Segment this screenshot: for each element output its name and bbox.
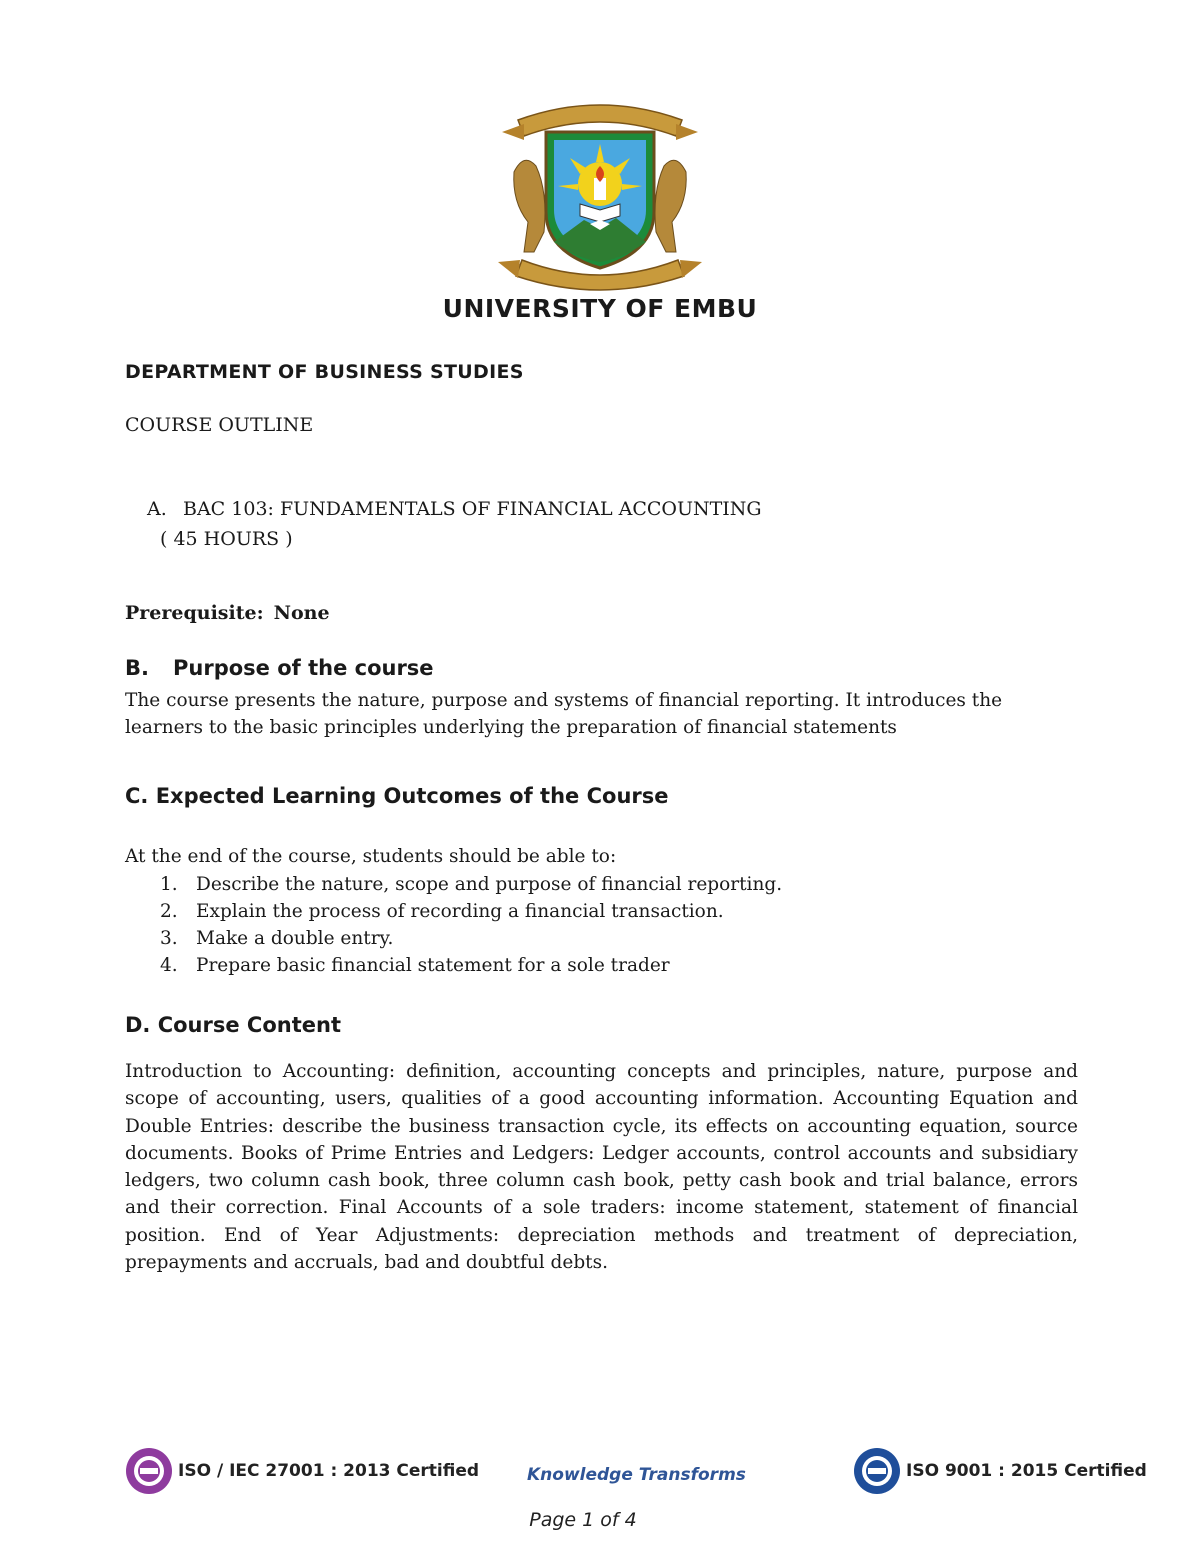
list-item-number: 4. (160, 955, 178, 976)
course-marker: A. (147, 498, 167, 520)
prerequisite (125, 602, 330, 624)
prerequisite-value: None (273, 602, 330, 624)
kebs-seal-purple-icon (124, 1446, 174, 1496)
list-item-text: Make a double entry. (196, 928, 394, 949)
footer-cert-right (852, 1446, 1147, 1496)
content-text: Introduction to Accounting: definition, accounting concepts and principles, nature, purpose and scope of accounting, users, qualities of a good accounting information. Accounting Equation and Double Entries: describe the business transaction cycle, its effects on accounting equation, source documents. Books of Prime Entries and Ledgers: Ledger accounts, control accounts and subsidiary ledgers, two column cash book, three column cash book, petty cash book and trial balance, errors and their correction. Final Accounts of a sole traders: income statement, statement of financial position. End of Year Adjustments: depreciation methods and treatment of depreciation, prepayments and accruals, bad and doubtful debts. (125, 1061, 1078, 1274)
purpose-heading (125, 656, 434, 680)
course-hours: ( 45 HOURS ) (160, 528, 293, 550)
university-name: UNIVERSITY OF EMBU (442, 294, 758, 323)
list-item (160, 898, 782, 925)
content-heading: D. Course Content (125, 1013, 341, 1037)
outcomes-intro: At the end of the course, students should be able to: (125, 846, 617, 867)
department-name: DEPARTMENT OF BUSINESS STUDIES (125, 361, 524, 383)
iso-9001-cert: ISO 9001 : 2015 Certified (906, 1461, 1147, 1481)
university-crest-icon (494, 92, 706, 292)
purpose-heading-text: Purpose of the course (173, 656, 434, 680)
list-item-text: Explain the process of recording a financial transaction. (196, 901, 724, 922)
purpose-marker: B. (125, 656, 149, 680)
page-number: Page 1 of 4 (529, 1509, 637, 1531)
kebs-seal-blue-icon (852, 1446, 902, 1496)
list-item-text: Prepare basic financial statement for a sole trader (196, 955, 670, 976)
course-title (147, 498, 762, 520)
list-item (160, 925, 782, 952)
course-code-title: BAC 103: FUNDAMENTALS OF FINANCIAL ACCOUNTING (183, 498, 762, 520)
outcomes-list (160, 871, 782, 979)
outcomes-heading: C. Expected Learning Outcomes of the Course (125, 784, 669, 808)
footer-motto: Knowledge Transforms (527, 1465, 746, 1485)
list-item-number: 3. (160, 928, 178, 949)
list-item-number: 1. (160, 874, 178, 895)
list-item-text: Describe the nature, scope and purpose of financial reporting. (196, 874, 783, 895)
purpose-text: The course presents the nature, purpose and systems of financial reporting. It introduces the learners to the basic principles underlying the preparation of financial statements (125, 690, 1003, 738)
list-item-number: 2. (160, 901, 178, 922)
prerequisite-label: Prerequisite: (125, 602, 264, 624)
list-item (160, 871, 782, 898)
footer-cert-left (124, 1446, 479, 1496)
iso-27001-cert: ISO / IEC 27001 : 2013 Certified (178, 1461, 480, 1481)
document-type: COURSE OUTLINE (125, 414, 314, 436)
list-item (160, 952, 782, 979)
